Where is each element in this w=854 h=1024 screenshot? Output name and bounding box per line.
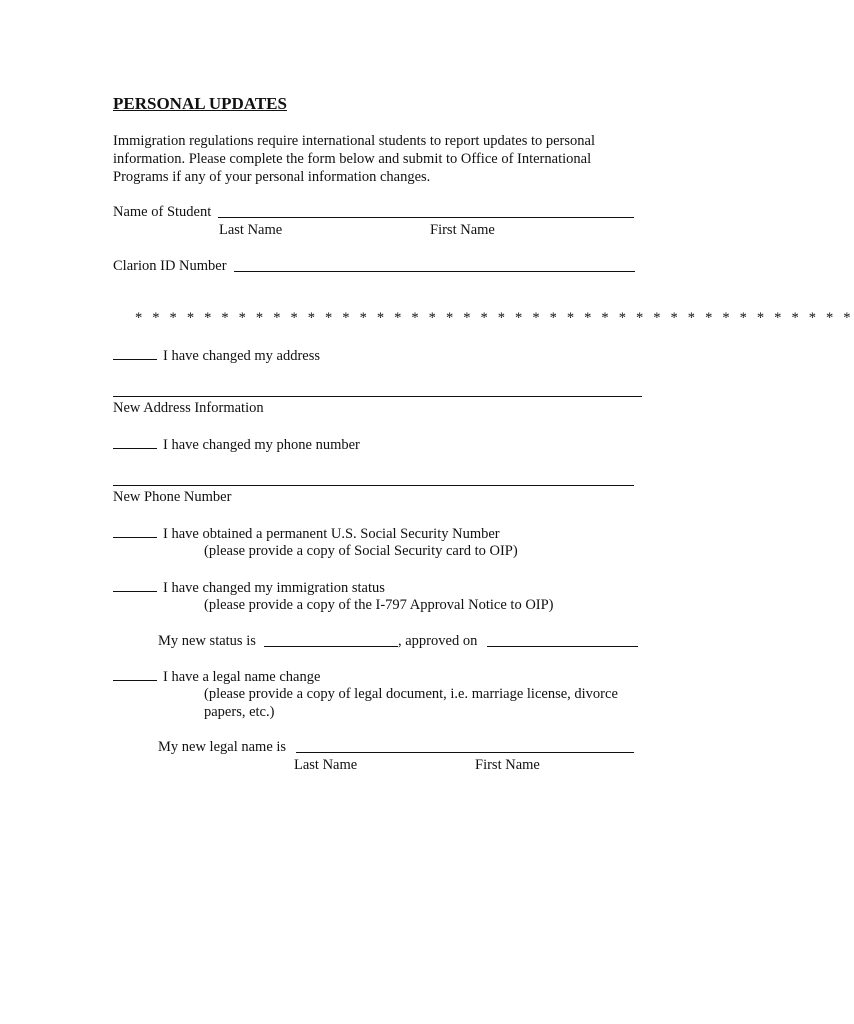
clarion-id-label: Clarion ID Number — [113, 258, 227, 274]
legal-name-text: I have a legal name change — [163, 669, 321, 685]
new-address-field[interactable] — [113, 396, 642, 397]
new-phone-field[interactable] — [113, 485, 634, 486]
immigration-checkbox-blank[interactable] — [113, 578, 157, 592]
ssn-checkbox-blank[interactable] — [113, 524, 157, 538]
new-address-caption: New Address Information — [113, 400, 264, 416]
intro-line: Immigration regulations require international students to report updates to personal — [113, 133, 595, 149]
intro-line: Programs if any of your personal information changes. — [113, 169, 431, 185]
intro-paragraph — [113, 132, 633, 186]
immigration-note: (please provide a copy of the I-797 Approval Notice to OIP) — [204, 597, 554, 613]
student-name-label: Name of Student — [113, 204, 212, 220]
new-phone-caption: New Phone Number — [113, 489, 232, 505]
student-first-name-caption: First Name — [430, 222, 495, 238]
immigration-text: I have changed my immigration status — [163, 580, 385, 596]
immigration-item — [113, 578, 385, 597]
phone-change-item — [113, 435, 360, 454]
approved-on-label: , approved on — [398, 633, 478, 649]
page-title: PERSONAL UPDATES — [113, 94, 287, 113]
phone-change-text: I have changed my phone number — [163, 437, 360, 453]
intro-line: information. Please complete the form below and submit to Office of International — [113, 151, 592, 167]
separator-stars: * * * * * * * * * * * * * * * * * * * * * * * * * * * * * * * * * * * * * * * * * * — [135, 310, 854, 326]
legal-name-checkbox-blank[interactable] — [113, 667, 157, 681]
student-last-name-caption: Last Name — [219, 222, 283, 238]
new-legal-name-label: My new legal name is — [158, 739, 287, 755]
new-status-label: My new status is — [158, 633, 256, 649]
ssn-note: (please provide a copy of Social Security card to OIP) — [204, 543, 518, 559]
address-change-item — [113, 346, 320, 365]
address-checkbox-blank[interactable] — [113, 346, 157, 360]
legal-name-item — [113, 667, 320, 686]
new-legal-name-field[interactable] — [296, 752, 634, 753]
new-last-name-caption: Last Name — [294, 757, 358, 773]
legal-name-note-line2: papers, etc.) — [204, 704, 275, 720]
legal-name-note-line1: (please provide a copy of legal document, i.e. marriage license, divorce — [204, 686, 618, 702]
clarion-id-field[interactable] — [234, 271, 635, 272]
address-change-text: I have changed my address — [163, 348, 321, 364]
student-name-field[interactable] — [218, 217, 634, 218]
ssn-item — [113, 524, 500, 543]
new-first-name-caption: First Name — [475, 757, 540, 773]
new-status-field[interactable] — [264, 646, 398, 647]
phone-checkbox-blank[interactable] — [113, 435, 157, 449]
ssn-text: I have obtained a permanent U.S. Social Security Number — [163, 526, 500, 542]
approved-on-field[interactable] — [487, 646, 638, 647]
